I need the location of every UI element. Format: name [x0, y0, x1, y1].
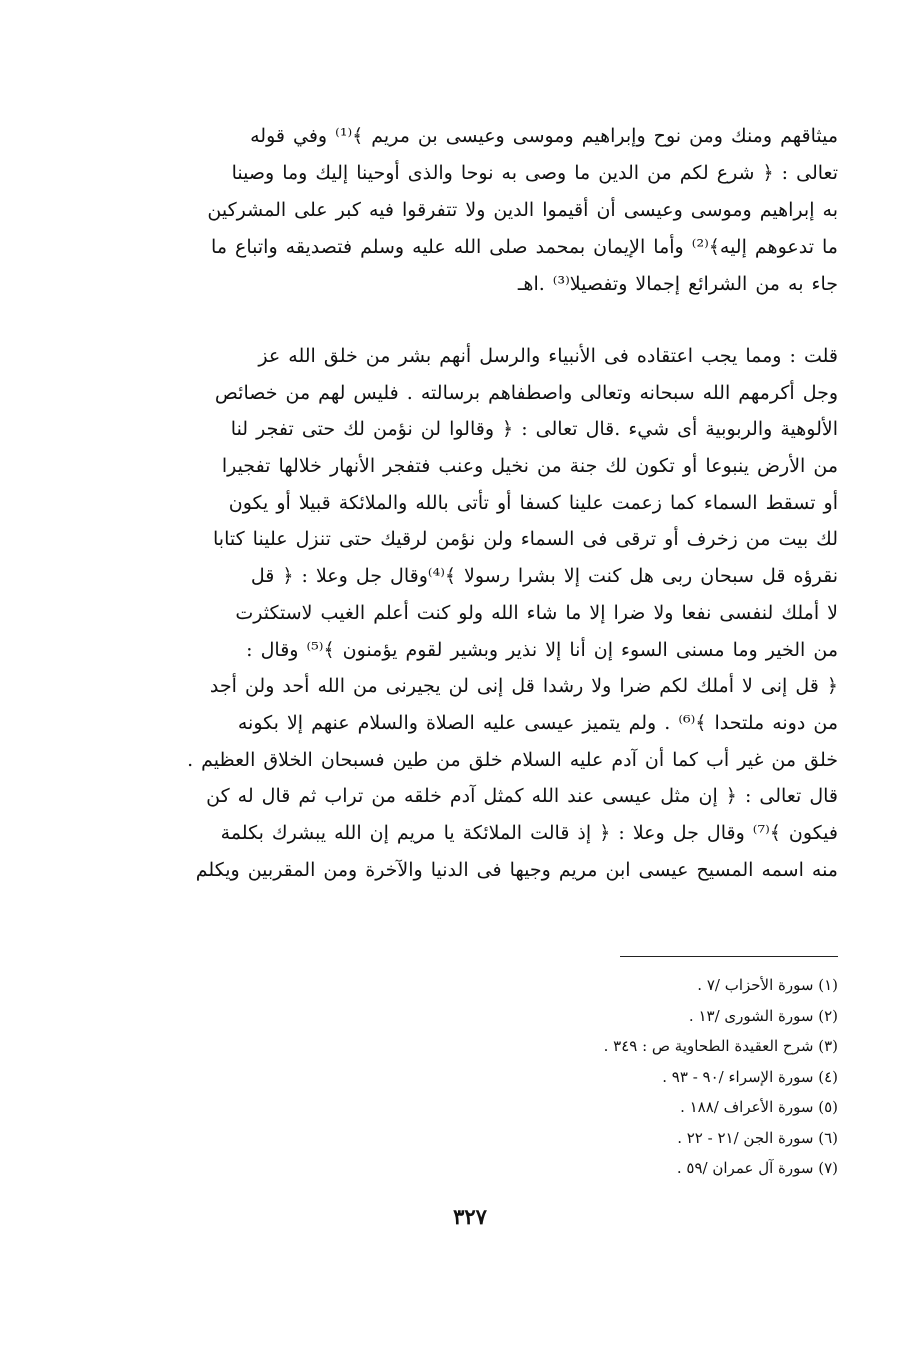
text-line: لا أملك لنفسى نفعا ولا ضرا إلا ما شاء الله ولو كنت أعلم الغيب لاستكثرت: [235, 601, 838, 624]
text-line: لك بيت من زخرف أو ترقى فى السماء ولن نؤمن لرقيك حتى تنزل علينا كتابا: [213, 528, 838, 551]
text-line: خلق من غير أب كما أن آدم عليه السلام خلق من طين فسبحان الخلاق العظيم .: [187, 748, 838, 771]
paragraph-1: [128, 118, 838, 303]
paragraph-2: [128, 338, 838, 888]
text-line: قال تعالى : ﴿ إن مثل عيسى عند الله كمثل آدم خلقه من تراب ثم قال له كن: [206, 785, 838, 808]
footnote: (٥) سورة الأعراف /١٨٨ .: [680, 1098, 838, 1116]
text-line: من دونه ملتحدا ﴾⁽⁶⁾ . ولم يتميز عيسى عليه الصلاة والسلام عنهم إلا بكونه: [237, 711, 838, 734]
footnote: (١) سورة الأحزاب /٧ .: [697, 976, 838, 994]
text-line: نقرؤه قل سبحان ربى هل كنت إلا بشرا رسولا ﴾⁽⁴⁾وقال جل وعلا : ﴿ قل: [250, 565, 838, 588]
text-line: أو تسقط السماء كما زعمت علينا كسفا أو تأتى بالله والملائكة قبيلا أو يكون: [228, 491, 838, 514]
text-line: تعالى : ﴿ شرع لكم من الدين ما وصى به نوحا والذى أوحينا إليك وما وصينا: [231, 162, 838, 184]
footnote: (٧) سورة آل عمران /٥٩ .: [676, 1159, 838, 1177]
text-line: من الأرض ينبوعا أو تكون لك جنة من نخيل وعنب فتفجر الأنهار خلالها تفجيرا: [221, 455, 838, 478]
text-line: ما تدعوهم إليه﴾⁽²⁾ وأما الإيمان بمحمد صلى الله عليه وسلم فتصديقه واتباع ما: [211, 236, 838, 258]
footnote: (٢) سورة الشورى /١٣ .: [688, 1006, 838, 1025]
footnotes: [420, 970, 838, 1184]
text-line: ﴿ قل إنى لا أملك لكم ضرا ولا رشدا قل إنى لن يجيرنى من الله أحد ولن أجد: [209, 675, 838, 698]
footnote: (٦) سورة الجن /٢١ - ٢٢ .: [677, 1128, 838, 1147]
text-line: وجل أكرمهم الله سبحانه وتعالى واصطفاهم برسالته . فليس لهم من خصائص: [214, 381, 838, 404]
footnote: (٤) سورة الإسراء /٩٠ - ٩٣ .: [662, 1067, 838, 1086]
text-line: الألوهية والربوبية أى شيء .قال تعالى : ﴿ وقالوا لن نؤمن لك حتى تفجر لنا: [230, 418, 838, 441]
text-line: قلت : ومما يجب اعتقاده فى الأنبياء والرسل أنهم بشر من خلق الله عز: [258, 345, 838, 367]
text-line: من الخير وما مسنى السوء إن أنا إلا نذير وبشير لقوم يؤمنون ﴾⁽⁵⁾ وقال :: [246, 638, 838, 661]
text-line: جاء به من الشرائع إجمالا وتفصيلا⁽³⁾ .اهـ: [517, 273, 838, 295]
text-line: منه اسمه المسيح عيسى ابن مريم وجيها فى الدنيا والآخرة ومن المقربين ويكلم: [195, 858, 838, 881]
text-line: ميثاقهم ومنك ومن نوح وإبراهيم وموسى وعيسى بن مريم ﴾⁽¹⁾ وفي قوله: [250, 125, 838, 147]
text-line: به إبراهيم وموسى وعيسى أن أقيموا الدين ولا تتفرقوا فيه كبر على المشركين: [207, 199, 838, 221]
footnote-divider: [620, 956, 838, 957]
text-line: فيكون ﴾⁽⁷⁾ وقال جل وعلا : ﴿ إذ قالت الملائكة يا مريم إن الله يبشرك بكلمة: [220, 821, 838, 844]
footnote: (٣) شرح العقيدة الطحاوية ص : ٣٤٩ .: [603, 1037, 838, 1055]
page-number: ٣٢٧: [453, 1204, 487, 1229]
